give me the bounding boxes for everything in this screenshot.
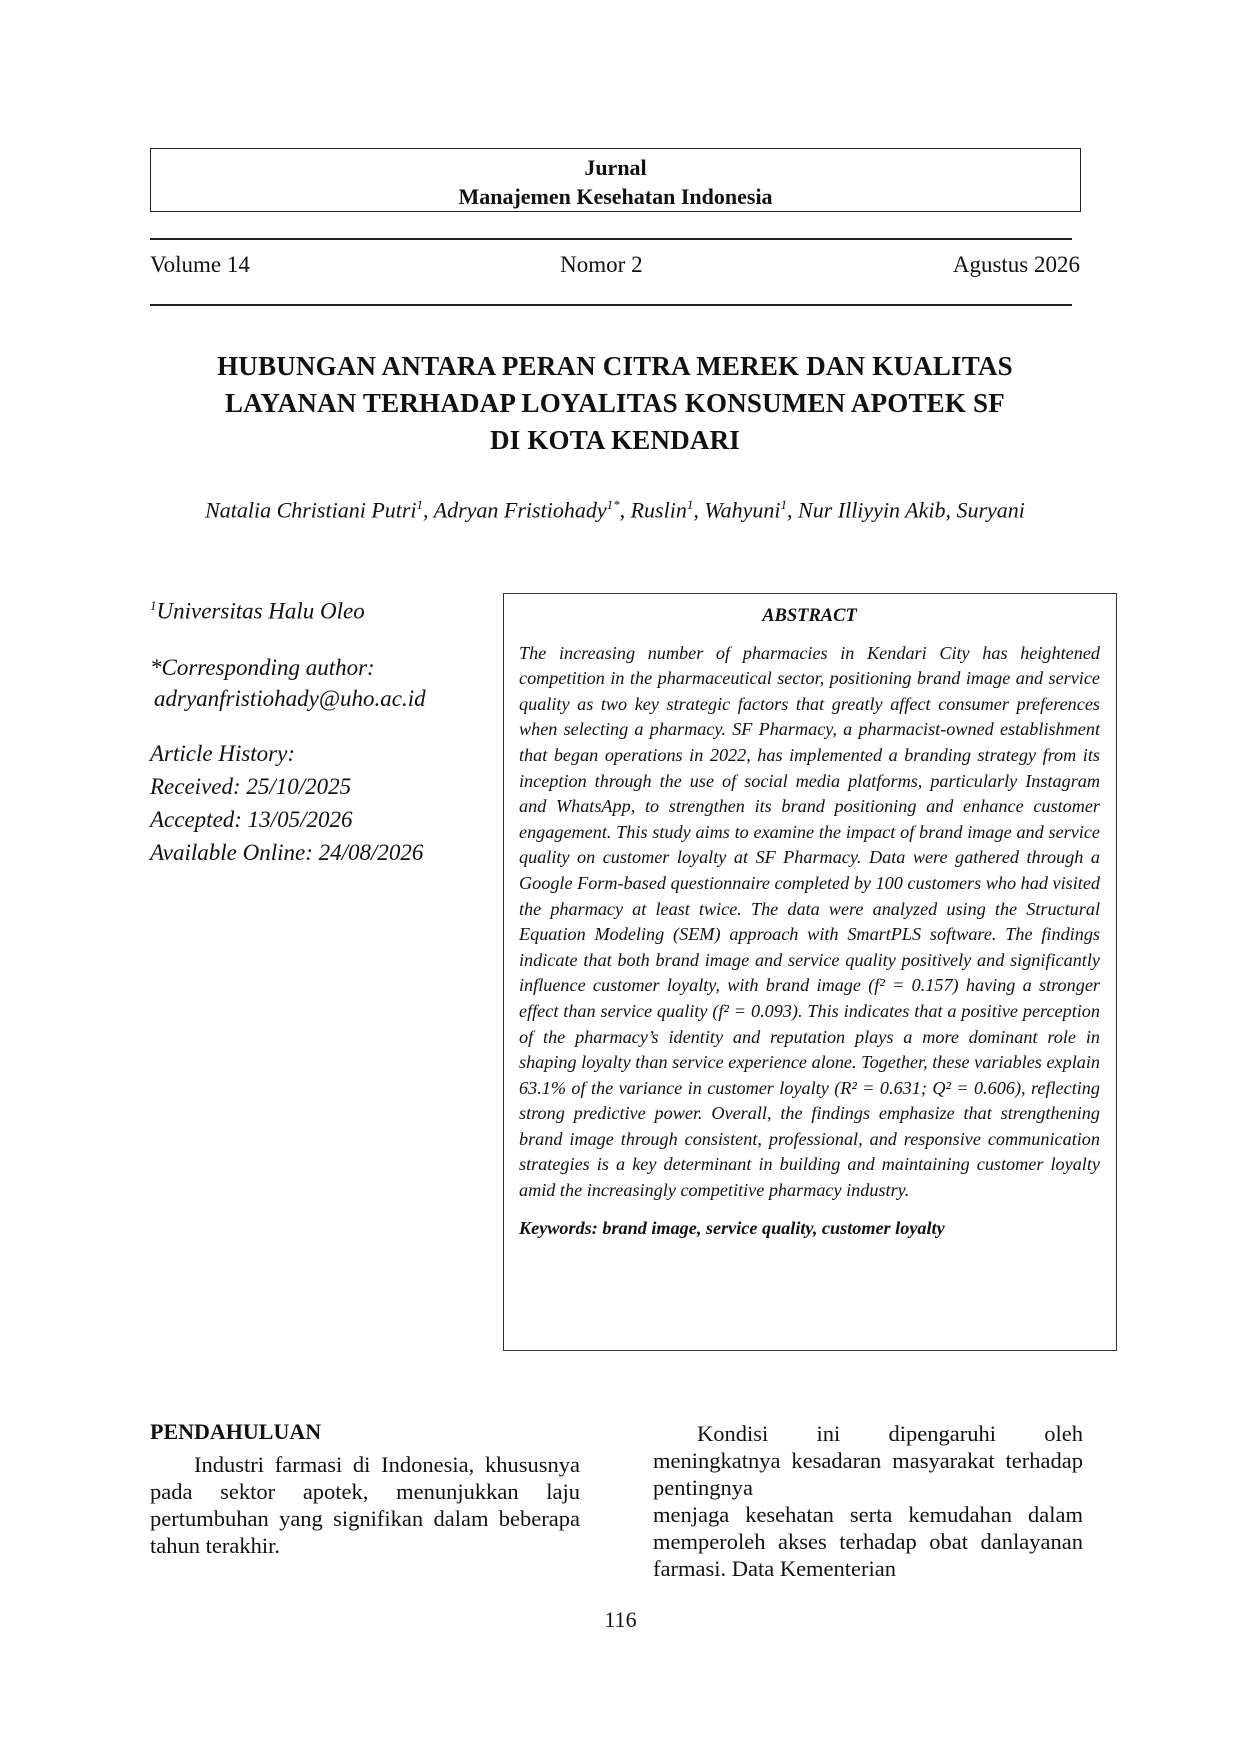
- corresponding-label: *Corresponding author:: [150, 654, 375, 680]
- abstract-text: The increasing number of pharmacies in Kendari City has heightened competition in the pharmaceutical sector, positioning brand image and service quality as two key strategic factors that greatly affect consumer preferences when selecting a pharmacy. SF Pharmacy, a pharmacist-owned establishment that began operations in 2022, has implemented a branding strategy from its inception through the use of social media platforms, particularly Instagram and WhatsApp, to strengthen its brand positioning and enhance customer engagement. This study aims to examine the impact of brand image and service quality on customer loyalty at SF Pharmacy. Data were gathered through a Google Form-based questionnaire completed by 100 customers who had visited the pharmacy at least twice. The data were analyzed using the Structural Equation Modeling (SEM) approach with SmartPLS software. The findings indicate that both brand image and service quality positively and significantly influence customer loyalty, with brand image (f² = 0.157) having a stronger effect than service quality (f² = 0.093). This indicates that a positive perception of the pharmacy’s identity and reputation plays a more dominant role in shaping loyalty than service experience alone. Together, these variables explain 63.1% of the variance in customer loyalty (R² = 0.631; Q² = 0.606), reflecting strong predictive power. Overall, the findings emphasize that strengthening brand image through consistent, professional, and responsive communication strategies is a key determinant in building and maintaining customer loyalty amid the increasingly competitive pharmacy industry.: [519, 642, 1100, 1201]
- keywords: Keywords: brand image, service quality, customer loyalty: [519, 1217, 945, 1238]
- affiliation-name: Universitas Halu Oleo: [156, 598, 365, 624]
- author-affiliation-mark: 1: [416, 497, 424, 512]
- journal-masthead: [150, 148, 1081, 212]
- abstract-box: [503, 593, 1117, 1351]
- author: Ruslin: [630, 497, 687, 523]
- author: Wahyuni: [704, 497, 781, 523]
- issue-info: [150, 252, 1080, 278]
- affiliation-mark: 1: [150, 598, 157, 613]
- author-affiliation-mark: 1: [686, 497, 694, 512]
- journal-label: Jurnal: [584, 155, 647, 180]
- page-number: 116: [604, 1607, 637, 1632]
- online-date: Available Online: 24/08/2026: [150, 839, 424, 865]
- accepted-date: Accepted: 13/05/2026: [150, 806, 353, 832]
- author: Adryan Fristiohady: [433, 497, 607, 523]
- received-date: Received: 25/10/2025: [150, 773, 352, 799]
- journal-name: Manajemen Kesehatan Indonesia: [458, 184, 773, 209]
- issue-number: Nomor 2: [560, 252, 643, 277]
- volume: Volume 14: [150, 252, 250, 277]
- title-line-1: HUBUNGAN ANTARA PERAN CITRA MEREK DAN KUALITAS: [217, 351, 1013, 381]
- continued-paragraph-part-1: Kondisi ini dipengaruhi oleh meningkatnya kesadaran masyarakat terhadap pentingnya: [653, 1421, 1083, 1500]
- article-title: [150, 348, 1080, 459]
- continued-paragraph-part-2: menjaga kesehatan serta kemudahan dalam memperoleh akses terhadap obat danlayanan farmasi. Data Kementerian: [653, 1502, 1083, 1581]
- intro-paragraph: Industri farmasi di Indonesia, khususnya pada sektor apotek, menunjukkan laju pertumbuhan yang signifikan dalam beberapa tahun terakhir.: [150, 1452, 580, 1558]
- section-heading: PENDAHULUAN: [150, 1419, 322, 1444]
- top-rule: [150, 238, 1072, 240]
- right-column: [653, 1420, 1083, 1582]
- article-info: [150, 590, 480, 869]
- left-column: [150, 1418, 580, 1559]
- affiliation: [150, 590, 480, 627]
- author: Suryani: [956, 497, 1025, 523]
- author-list: Natalia Christiani Putri$^1$, Adryan Fristiohady$^{1*}$, Ruslin$^1$, Wahyuni$^1$, Nur Illiyyin Akib, Suryani: [205, 497, 1025, 523]
- abstract-heading: ABSTRACT: [762, 606, 857, 626]
- title-line-2: LAYANAN TERHADAP LOYALITAS KONSUMEN APOTEK SF: [225, 388, 1005, 418]
- author-affiliation-mark: 1: [780, 497, 788, 512]
- history-label: Article History:: [150, 740, 295, 766]
- author: Natalia Christiani Putri: [205, 497, 417, 523]
- corresponding-email[interactable]: adryanfristiohady@uho.ac.id: [154, 685, 426, 711]
- bottom-rule: [150, 304, 1072, 306]
- issue-date: Agustus 2026: [952, 252, 1080, 277]
- author: Nur Illiyyin Akib: [798, 497, 946, 523]
- title-line-3: DI KOTA KENDARI: [489, 425, 741, 455]
- author-affiliation-mark: 1*: [606, 497, 620, 512]
